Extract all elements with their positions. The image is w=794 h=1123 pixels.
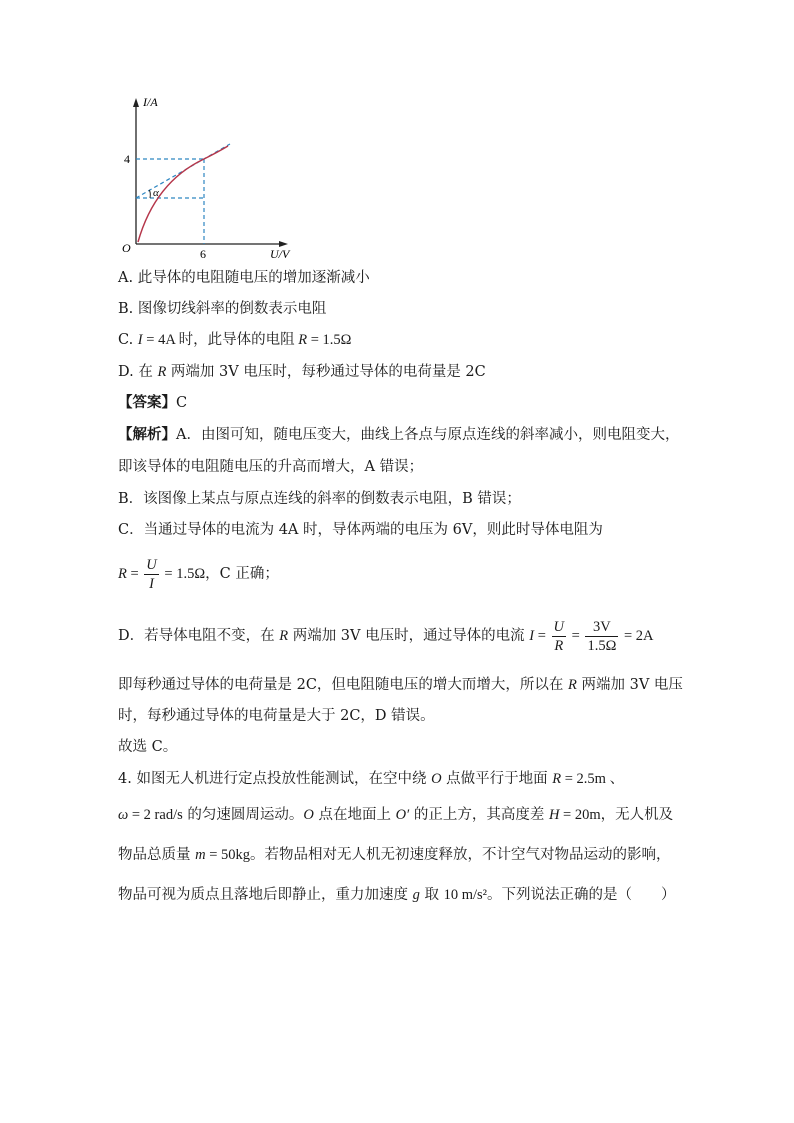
origin-label: O bbox=[122, 241, 131, 255]
question-4-line-1 bbox=[118, 769, 624, 789]
option-b bbox=[118, 299, 326, 319]
question-text: 。若物品相对无人机无初速度释放，不计空气对物品运动的影响， bbox=[250, 847, 671, 863]
analysis-formula-d bbox=[118, 617, 654, 655]
mass-value: = 50kg bbox=[205, 847, 251, 863]
option-c-value: = 1.5Ω bbox=[307, 332, 352, 348]
equals: = bbox=[534, 628, 550, 644]
question-text: ，无人机及 bbox=[600, 807, 674, 823]
var-o: O bbox=[431, 771, 442, 787]
x-tick-label: 6 bbox=[200, 247, 206, 261]
var-r: R bbox=[298, 332, 308, 348]
analysis-line-3 bbox=[118, 489, 521, 509]
denominator: I bbox=[144, 574, 158, 593]
fraction-u-over-r bbox=[552, 618, 566, 655]
numerator: U bbox=[553, 618, 564, 635]
var-r: R bbox=[157, 364, 167, 380]
analysis-text: D．若导体电阻不变，在 bbox=[118, 628, 280, 644]
option-b-text: B. 图像切线斜率的倒数表示电阻 bbox=[118, 301, 327, 317]
analysis-text: 即每秒通过导体的电荷量是 2C，但电阻随电压的增大而增大，所以在 bbox=[118, 677, 569, 693]
option-d-prefix: D. 在 bbox=[118, 364, 158, 380]
analysis-line-7 bbox=[118, 675, 683, 695]
var-o-prime: O′ bbox=[395, 807, 410, 823]
analysis-text: A．由图可知，随电压变大，曲线上各点与原点连线的斜率减小，则电阻变大， bbox=[176, 427, 680, 443]
analysis-text: 两端加 3V 电压时，通过导体的电流 bbox=[288, 628, 530, 644]
var-r: R bbox=[552, 771, 562, 787]
equals: = bbox=[568, 628, 584, 644]
numerator: U bbox=[146, 556, 157, 573]
angle-label: α bbox=[153, 187, 159, 199]
var-h: H bbox=[548, 807, 560, 823]
var-i: I bbox=[529, 628, 535, 644]
option-c-mid: = 4A 时，此导体的电阻 bbox=[142, 332, 299, 348]
y-tick-label: 4 bbox=[124, 152, 130, 166]
analysis-line-8 bbox=[118, 706, 435, 726]
var-r: R bbox=[568, 677, 577, 693]
analysis-text: 两端加 3V 电压 bbox=[576, 677, 683, 693]
analysis-text: 即该导体的电阻随电压的升高而增大，A 错误； bbox=[118, 459, 424, 475]
denominator: 1.5Ω bbox=[587, 637, 617, 654]
var-o: O bbox=[303, 807, 314, 823]
question-text: 点在地面上 bbox=[313, 807, 396, 823]
var-m: m bbox=[195, 847, 206, 863]
var-g: g bbox=[412, 887, 420, 903]
analysis-line-9 bbox=[118, 737, 177, 757]
question-text: 物品总质量 bbox=[118, 847, 196, 863]
analysis-text: 时，每秒通过导体的电荷量是大于 2C，D 错误。 bbox=[118, 708, 435, 724]
var-r: R bbox=[279, 628, 289, 644]
analysis-text: B．该图像上某点与原点连线的斜率的倒数表示电阻，B 错误； bbox=[118, 491, 521, 507]
fraction-u-over-i bbox=[144, 556, 158, 593]
option-a-text: A. 此导体的电阻随电压的增加逐渐减小 bbox=[118, 270, 370, 286]
result-value: = 1.5Ω bbox=[160, 566, 206, 582]
option-d bbox=[118, 362, 486, 382]
angle-arc bbox=[149, 190, 150, 198]
analysis-line-2 bbox=[118, 457, 423, 477]
question-text: 4. 如图无人机进行定点投放性能测试，在空中绕 bbox=[118, 771, 432, 787]
height-value: = 20m bbox=[559, 807, 601, 823]
equals: = bbox=[126, 566, 143, 582]
option-a bbox=[118, 268, 370, 288]
question-text: 点做平行于地面 bbox=[441, 771, 553, 787]
answer bbox=[118, 393, 187, 413]
answer-label: 【答案】 bbox=[118, 394, 176, 411]
numerator: 3V bbox=[593, 618, 611, 635]
gravity-value: 10 m/s² bbox=[443, 887, 488, 903]
question-text: 物品可视为质点且落地后即静止，重力加速度 bbox=[118, 887, 413, 903]
result-value: = 2A bbox=[620, 628, 654, 644]
question-text: 。下列说法正确的是（ ） bbox=[487, 887, 676, 903]
x-axis-label: U/V bbox=[270, 247, 290, 261]
analysis-label: 【解析】 bbox=[118, 426, 176, 443]
question-text: 的匀速圆周运动。 bbox=[182, 807, 304, 823]
radius-value: = 2.5m 、 bbox=[561, 771, 625, 787]
question-4-line-3 bbox=[118, 845, 671, 865]
analysis-line-4 bbox=[118, 520, 603, 540]
iu-curve bbox=[138, 146, 228, 242]
analysis-formula-c bbox=[118, 555, 279, 593]
question-4-line-4 bbox=[118, 885, 676, 905]
var-r: R bbox=[118, 566, 127, 582]
option-d-text: 两端加 3V 电压时，每秒通过导体的电荷量是 2C bbox=[166, 364, 486, 380]
option-c bbox=[118, 330, 351, 350]
question-text: 的正上方，其高度差 bbox=[409, 807, 549, 823]
question-text: 取 bbox=[419, 887, 444, 903]
answer-value: C bbox=[176, 395, 188, 411]
analysis-line-1 bbox=[118, 425, 679, 445]
var-omega: ω bbox=[118, 807, 129, 823]
omega-value: = 2 rad/s bbox=[128, 807, 183, 823]
y-axis-arrow bbox=[133, 98, 139, 107]
option-c-prefix: C. bbox=[118, 332, 138, 348]
var-i: I bbox=[137, 332, 143, 348]
analysis-text: 故选 C。 bbox=[118, 739, 178, 755]
iu-graph bbox=[110, 92, 310, 267]
analysis-text: ，C 正确； bbox=[205, 566, 279, 582]
denominator: R bbox=[552, 636, 566, 655]
fraction-3v-over-1-5 bbox=[585, 618, 618, 655]
analysis-text: C．当通过导体的电流为 4A 时，导体两端的电压为 6V，则此时导体电阻为 bbox=[118, 522, 603, 538]
y-axis-label: I/A bbox=[143, 95, 158, 109]
question-4-line-2 bbox=[118, 805, 673, 825]
